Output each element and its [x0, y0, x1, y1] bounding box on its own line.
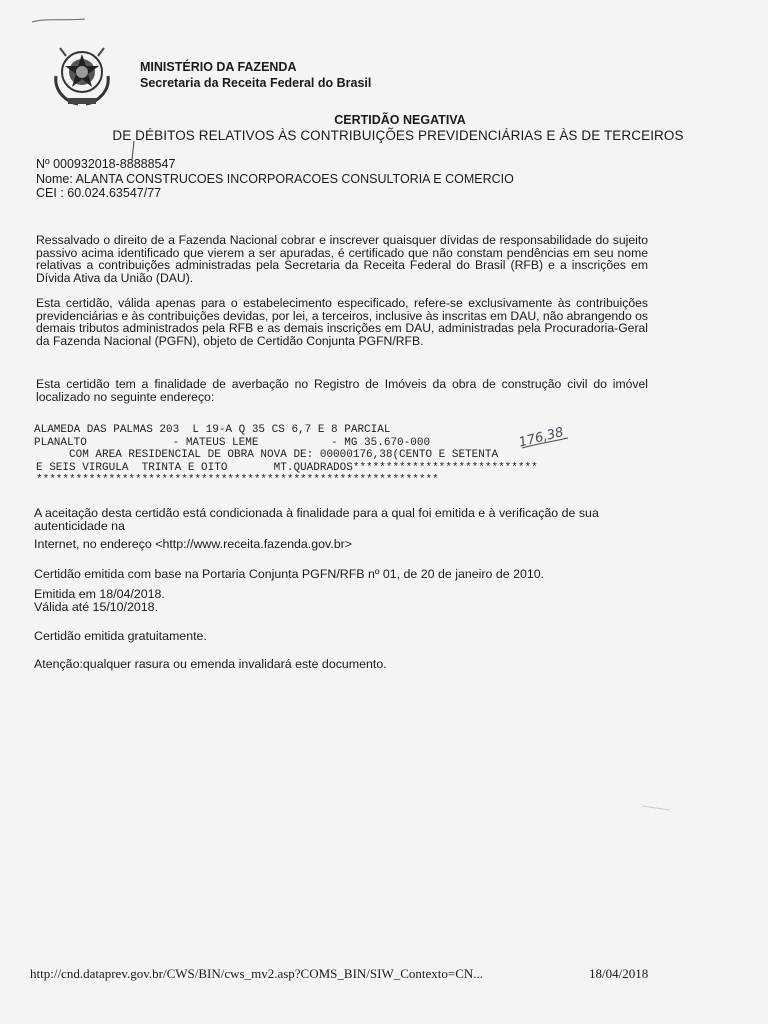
- header-ministry: MINISTÉRIO DA FAZENDA: [140, 60, 297, 74]
- valid-until-date: Válida até 15/10/2018.: [34, 600, 159, 614]
- issue-date: Emitida em 18/04/2018.: [34, 587, 165, 601]
- note-free-of-charge: Certidão emitida gratuitamente.: [34, 629, 207, 643]
- coat-of-arms-seal-icon: [44, 36, 120, 112]
- paragraph-scope: Esta certidão, válida apenas para o estabelecimento especificado, refere-se exclusivamente às contribuições previdenciárias e às contribuições devidas, por lei, a terceiros, inclusive às inscritas em DAU, não abrangendo os demais tributos administrados pela RFB e as demais inscrições em DAU, administradas pela Procuradoria-Geral da Fazenda Nacional (PGFN), objeto de Certidão Conjunta PGFN/RFB.: [36, 296, 648, 348]
- address-line-1: ALAMEDA DAS PALMAS 203 L 19-A Q 35 CS 6,7 E 8 PARCIAL: [34, 424, 391, 436]
- address-line-2: PLANALTO - MATEUS LEME - MG 35.670-000: [34, 437, 431, 449]
- note-acceptance: A aceitação desta certidão está condicionada à finalidade para a qual foi emitida e à verificação de sua autenticidade na: [34, 506, 599, 533]
- note-internet-address: Internet, no endereço <http://www.receita.fazenda.gov.br>: [34, 537, 352, 551]
- taxpayer-name: Nome: ALANTA CONSTRUCOES INCORPORACOES CONSULTORIA E COMERCIO: [36, 172, 514, 186]
- document-subtitle: DE DÉBITOS RELATIVOS ÀS CONTRIBUIÇÕES PREVIDENCIÁRIAS E ÀS DE TERCEIROS: [112, 128, 684, 143]
- document-title: CERTIDÃO NEGATIVA: [334, 113, 466, 127]
- header-secretariat: Secretaria da Receita Federal do Brasil: [140, 76, 372, 90]
- paragraph-clearance: Ressalvado o direito de a Fazenda Nacional cobrar e inscrever quaisquer dívidas de responsabilidade do sujeito passivo acima identificado que vierem a ser apuradas, é certificado que não constam pendências em seu nome relativas a contribuições administradas pela Secretaria da Receita Federal do Brasil (RFB) e a inscrições em Dívida Ativa da União (DAU).: [36, 233, 648, 285]
- footer-url: http://cnd.dataprev.gov.br/CWS/BIN/cws_mv2.asp?COMS_BIN/SIW_Contexto=CN...: [30, 966, 484, 981]
- note-warning: Atenção:qualquer rasura ou emenda invalidará este documento.: [34, 657, 387, 671]
- footer-date: 18/04/2018: [589, 966, 649, 981]
- cei-number: CEI : 60.024.63547/77: [36, 186, 162, 200]
- address-line-5: *************************************************************: [36, 474, 439, 486]
- pen-stroke-mark: [30, 12, 90, 32]
- paragraph-purpose: Esta certidão tem a finalidade de averbação no Registro de Imóveis da obra de construção civil do imóvel localizado no seguinte endereço:: [36, 377, 648, 404]
- handwritten-annotation: [516, 418, 576, 452]
- scan-speck-mark: [640, 800, 680, 820]
- handwritten-annotation-text: 176,38: [517, 424, 566, 451]
- address-line-4: E SEIS VIRGULA TRINTA E OITO MT.QUADRADOS****************************: [36, 462, 538, 474]
- note-legal-basis: Certidão emitida com base na Portaria Conjunta PGFN/RFB nº 01, de 20 de janeiro de 2010.: [34, 567, 545, 581]
- address-line-3: COM AREA RESIDENCIAL DE OBRA NOVA DE: 00000176,38(CENTO E SETENTA: [36, 449, 499, 461]
- certificate-number: Nº 000932018-88888547: [36, 157, 176, 171]
